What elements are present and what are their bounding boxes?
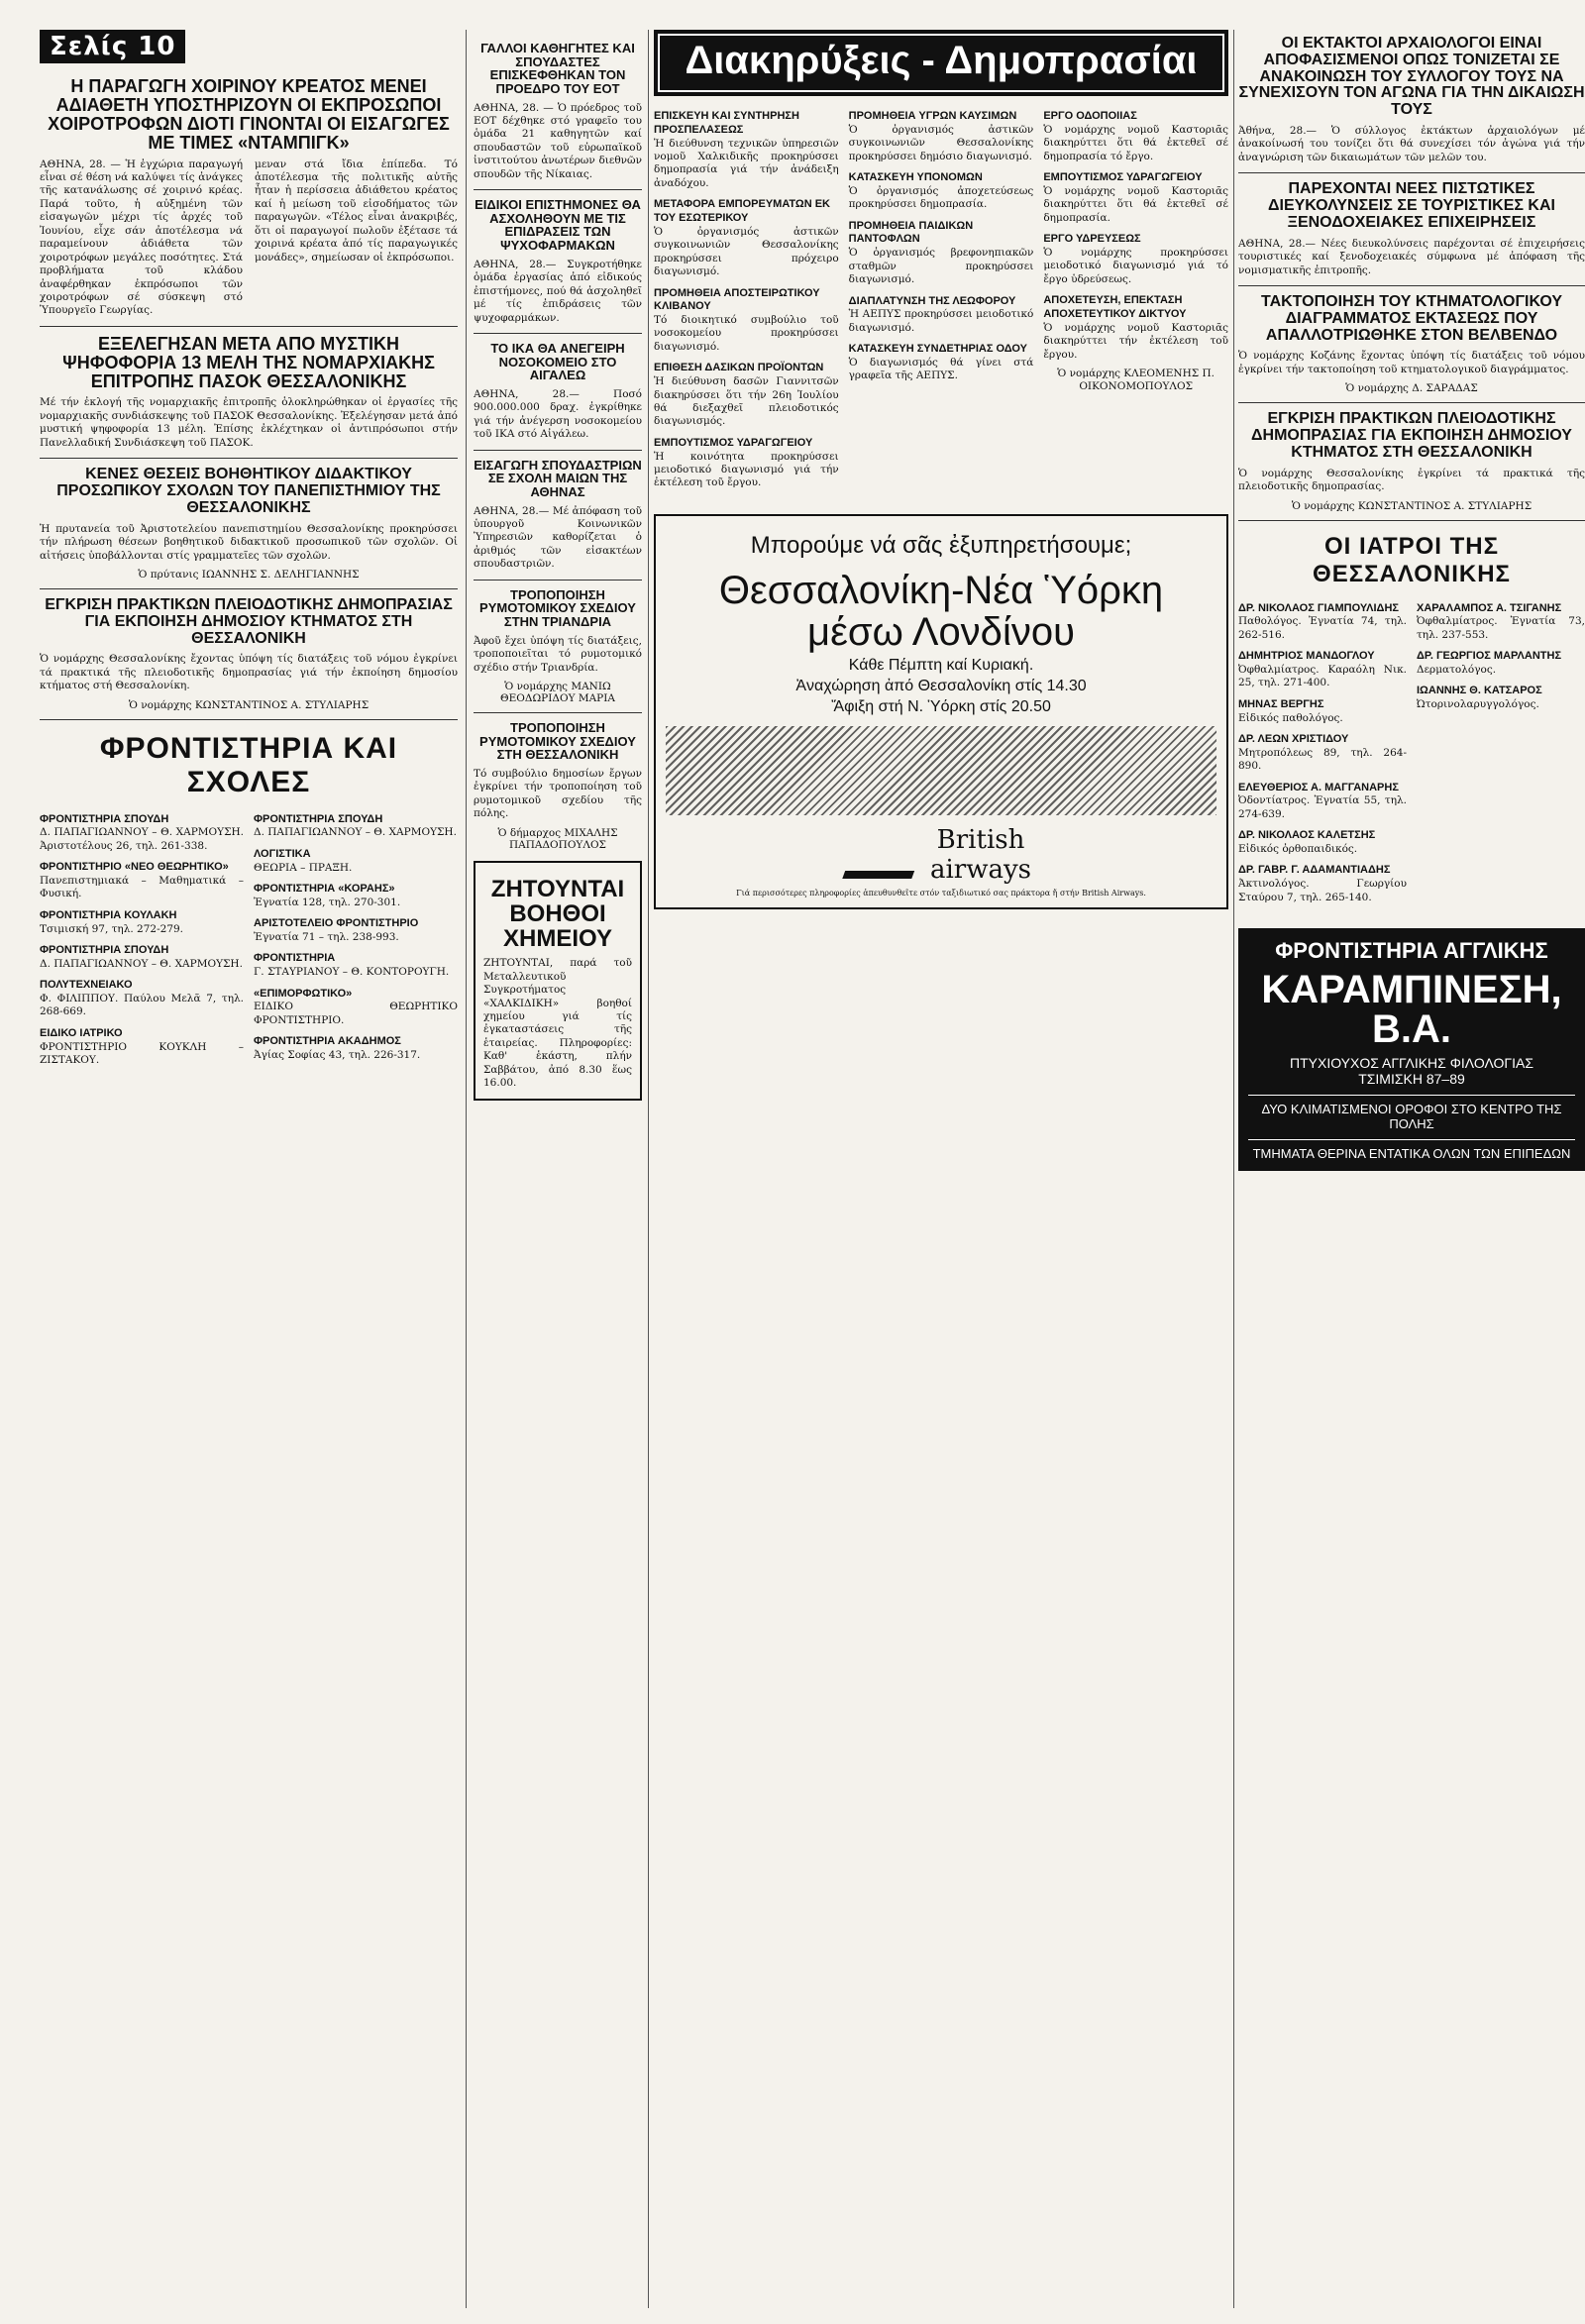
item-heading: ΠΟΛΥΤΕΧΝΕΙΑΚΟ bbox=[40, 979, 133, 992]
schools-right-list bbox=[254, 807, 458, 1076]
signature: Ὁ νομάρχης Δ. ΣΑΡΑΔΑΣ bbox=[1345, 382, 1478, 395]
doctor-listing bbox=[1238, 864, 1407, 904]
headline: ΤΟ ΙΚΑ ΘΑ ΑΝΕΓΕΙΡΗ ΝΟΣΟΚΟΜΕΙΟ ΣΤΟ ΑΙΓΑΛΕΩ bbox=[490, 340, 625, 383]
signature: Ὁ πρύτανις ΙΩΑΝΝΗΣ Σ. ΔΕΛΗΓΙΑΝΝΗΣ bbox=[138, 568, 360, 581]
school-listing bbox=[40, 979, 244, 1019]
item-text: Ὁ ὀργανισμός βρεφονηπιακῶν σταθμῶν προκηρύσσει διαγωνισμό. bbox=[848, 247, 1034, 286]
item-heading: ΕΠΙΣΚΕΥΗ ΚΑΙ ΣΥΝΤΗΡΗΣΗ ΠΡΟΣΠΕΛΑΣΕΩΣ bbox=[654, 110, 799, 136]
school-listing bbox=[254, 988, 458, 1028]
item-heading: ΔΗΜΗΤΡΙΟΣ ΜΑΝΔΟΓΛΟΥ bbox=[1238, 650, 1375, 663]
article-text: Τό συμβούλιο δημοσίων ἔργων ἐγκρίνει τήν τροποποίηση τοῦ ρυμοτομικοῦ σχεδίου τῆς πόλης. bbox=[474, 767, 642, 820]
school-listing bbox=[40, 813, 244, 854]
item-heading: ΔΡ. ΓΕΩΡΓΙΟΣ ΜΑΡΛΑΝΤΗΣ bbox=[1417, 650, 1562, 663]
article-auction-approval bbox=[40, 597, 458, 711]
item-heading: ΜΗΝΑΣ ΒΕΡΓΗΣ bbox=[1238, 697, 1324, 710]
signature: Ὁ νομάρχης ΚΩΝΣΤΑΝΤΙΝΟΣ Α. ΣΤΥΛΙΑΡΗΣ bbox=[128, 698, 370, 711]
item-text: Δερματολόγος. bbox=[1417, 663, 1497, 676]
tender-notice bbox=[849, 110, 1034, 163]
item-heading: ΦΡΟΝΤΙΣΤΗΡΙΑ ΣΠΟΥΔΗ bbox=[40, 812, 169, 825]
item-text: Ὁ ὀργανισμός ἀποχετεύσεως προκηρύσσει δημοπρασία. bbox=[848, 184, 1034, 211]
doctor-listing bbox=[1238, 650, 1407, 690]
item-heading: ΕΛΕΥΘΕΡΙΟΣ Α. ΜΑΓΓΑΝΑΡΗΣ bbox=[1238, 781, 1399, 793]
item-heading: ΛΟΓΙΣΤΙΚΑ bbox=[254, 847, 311, 860]
article-text: ΑΘΗΝΑ, 28. — Ἡ ἐγχώρια παραγωγή εἶναι σέ θέση νά καλύψει τίς ἀνάγκες τῆς κατανάλωσης σέ χοιρινό κρέας. Παρά τοῦτο, ἡ αὐξημένη τῶν εἰσαγωγῶν μέχρι τίς ἀρχές τοῦ Ἰουνίου, εἶχε σάν ἀποτέλεσμα νά παραμείνουν ἀδιάθετα τῶν χοιροτρόφων μεγάλες ποσότητες. Στά προβλήματα τοῦ κλάδου ἀναφέρθηκαν ἐκπρόσωποι τῶν χοιροτρόφων σέ σύσκεψη στό Ὑπουργεῖο Γεωργίας. bbox=[40, 158, 243, 317]
tender-notice bbox=[654, 198, 839, 278]
signature: Ὁ νομάρχης ΚΛΕΟΜΕΝΗΣ Π. ΟΙΚΟΝΟΜΟΠΟΥΛΟΣ bbox=[1057, 368, 1215, 393]
item-text: Ὁ διαγωνισμός θά γίνει στά γραφεῖα τῆς ΑΕΠΥΣ. bbox=[848, 356, 1034, 382]
item-heading: «ΕΠΙΜΟΡΦΩΤΙΚΟ» bbox=[254, 987, 353, 1000]
school-listing bbox=[40, 861, 244, 901]
item-heading: ΑΡΙΣΤΟΤΕΛΕΙΟ ΦΡΟΝΤΙΣΤΗΡΙΟ bbox=[254, 917, 419, 930]
item-text: Ἡ κοινότητα προκηρύσσει μειοδοτικό διαγωνισμό γιά τήν ἐκτέλεση τοῦ ἔργου. bbox=[654, 450, 839, 489]
signature: Ὁ νομάρχης ΚΩΝΣΤΑΝΤΙΝΟΣ Α. ΣΤΥΛΙΑΡΗΣ bbox=[1291, 499, 1532, 512]
doctors-directory bbox=[1238, 533, 1585, 913]
ad-text: ΖΗΤΟΥΝΤΑΙ, παρά τοῦ Μεταλλευτικοῦ Συγκροτήματος «ΧΑΛΚΙΔΙΚΗ» βοηθοί χημείου γιά τίς ἐγκαταστάσεις τῆς ἑταιρείας. Πληροφορίες: Καθ' ἑκάστη, πλήν Σαββάτου, ἀπό 8.30 ἕως 16.00. bbox=[483, 957, 632, 1090]
tender-notice bbox=[654, 362, 839, 429]
ad-line: Κάθε Πέμπτη καί Κυριακή. bbox=[848, 656, 1034, 674]
schools-directory bbox=[40, 732, 458, 1076]
doctor-listing bbox=[1238, 602, 1407, 643]
item-text: Ὀφθαλμίατρος. Καραόλη Νικ. 25, τηλ. 271-400. bbox=[1238, 663, 1407, 689]
item-heading: ΧΑΡΑΛΑΜΠΟΣ Α. ΤΣΙΓΑΝΗΣ bbox=[1417, 601, 1562, 614]
signature: Ὁ νομάρχης ΜΑΝΙΩ ΘΕΟΔΩΡΙΔΟΥ ΜΑΡΙΑ bbox=[500, 680, 615, 704]
item-heading: ΦΡΟΝΤΙΣΤΗΡΙΑ ΣΠΟΥΔΗ bbox=[40, 944, 169, 957]
item-text: Μητροπόλεως 89, τηλ. 264-890. bbox=[1238, 746, 1407, 773]
ad-line: ΤΜΗΜΑΤΑ ΘΕΡΙΝΑ ΕΝΤΑΤΙΚΑ ΟΛΩΝ ΤΩΝ ΕΠΙΠΕΔΩΝ bbox=[1248, 1139, 1575, 1161]
article-text: ΑΘΗΝΑ, 28.— Ποσό 900.000.000 δραχ. ἐγκρίθηκε γιά τήν ἀνέγερση νοσοκομείου τοῦ ΙΚΑ στό Αἰγάλεω. bbox=[474, 387, 642, 441]
item-text: Πανεπιστημιακά – Μαθηματικά – Φυσική. bbox=[40, 875, 244, 900]
item-heading: ΦΡΟΝΤΙΣΤΗΡΙΑ ΑΚΑΔΗΜΟΣ bbox=[254, 1035, 401, 1048]
divider bbox=[474, 580, 642, 581]
column-1 bbox=[40, 0, 458, 1076]
divider bbox=[40, 719, 458, 720]
english-school-advertisement bbox=[1238, 928, 1585, 1171]
item-heading: ΚΑΤΑΣΚΕΥΗ ΥΠΟΝΟΜΩΝ bbox=[848, 171, 983, 184]
section-title: ΦΡΟΝΤΙΣΤΗΡΙΑ ΚΑΙ ΣΧΟΛΕΣ bbox=[99, 731, 398, 798]
tender-notice bbox=[1043, 294, 1228, 393]
headline: ΓΑΛΛΟΙ ΚΑΘΗΓΗΤΕΣ ΚΑΙ ΣΠΟΥΔΑΣΤΕΣ ΕΠΙΣΚΕΦΘΗΚΑΝ ΤΟΝ ΠΡΟΕΔΡΟ ΤΟΥ ΕΟΤ bbox=[480, 41, 635, 96]
tender-notice bbox=[654, 110, 839, 190]
signature: Ὁ δήμαρχος ΜΙΧΑΛΗΣ ΠΑΠΑΔΟΠΟΥΛΟΣ bbox=[497, 826, 618, 851]
article-velvendo-expropriation bbox=[1238, 294, 1585, 394]
item-heading: ΔΡ. ΝΙΚΟΛΑΟΣ ΚΑΛΕΤΣΗΣ bbox=[1238, 829, 1376, 842]
item-text: Ἀκτινολόγος. Γεωργίου Σταύρου 7, τηλ. 265-140. bbox=[1238, 878, 1407, 903]
doctors-left-list bbox=[1238, 596, 1407, 913]
ad-line: Ἄφιξη στή Ν. Ὑόρκη στίς 20.50 bbox=[831, 697, 1051, 715]
item-text: Δ. ΠΑΠΑΓΙΩΑΝΝΟΥ – Θ. ΧΑΡΜΟΥΣΗ. Ἀριστοτέλους 26, τηλ. 261-338. bbox=[40, 826, 244, 852]
divider bbox=[40, 588, 458, 589]
tender-notice bbox=[849, 220, 1034, 287]
item-heading: ΚΑΤΑΣΚΕΥΗ ΣΥΝΔΕΤΗΡΙΑΣ ΟΔΟΥ bbox=[848, 343, 1027, 356]
ad-headline: ΖΗΤΟΥΝΤΑΙ ΒΟΗΘΟΙ ΧΗΜΕΙΟΥ bbox=[490, 875, 625, 952]
item-heading: ΑΠΟΧΕΤΕΥΣΗ, ΕΠΕΚΤΑΣΗ ΑΠΟΧΕΤΕΥΤΙΚΟΥ ΔΙΚΤΥΟΥ bbox=[1043, 294, 1187, 320]
item-heading: ΠΡΟΜΗΘΕΙΑ ΥΓΡΩΝ ΚΑΥΣΙΜΩΝ bbox=[848, 110, 1017, 122]
article-text: Ὁ νομάρχης Θεσσαλονίκης ἔχοντας ὑπόψη τίς διατάξεις τοῦ νόμου ἐγκρίνει τά πρακτικά τῆς πλειοδοτικῆς δημοπρασίας γιά τήν ἐκποίηση δημοσίου κτήματος στή Θεσσαλονίκη. bbox=[40, 653, 458, 692]
item-heading: ΠΡΟΜΗΘΕΙΑ ΑΠΟΣΤΕΙΡΩΤΙΚΟΥ ΚΛΙΒΑΝΟΥ bbox=[654, 286, 820, 313]
ad-line: ΔΥΟ ΚΛΙΜΑΤΙΣΜΕΝΟΙ ΟΡΟΦΟΙ ΣΤΟ ΚΕΝΤΡΟ ΤΗΣ ΠΟΛΗΣ bbox=[1248, 1095, 1575, 1131]
school-listing bbox=[40, 944, 244, 971]
divider bbox=[40, 458, 458, 459]
item-text: Παθολόγος. Ἐγνατία 74, τηλ. 262-516. bbox=[1238, 615, 1407, 641]
airline-advertisement bbox=[654, 514, 1228, 909]
ad-illustration bbox=[666, 726, 1216, 815]
article-text: ΑΘΗΝΑ, 28. — Ὁ πρόεδρος τοῦ ΕΟΤ δέχθηκε στό γραφεῖο του ὁμάδα 21 καθηγητῶν καί σπουδαστῶν τοῦ εὐρωπαϊκοῦ ἰνστιτούτου ἀνωτέρων διεθνῶν σπουδῶν τῆς Νίκαιας. bbox=[474, 101, 642, 180]
column-rule bbox=[1233, 30, 1234, 2308]
article-pork-production bbox=[40, 77, 458, 318]
headline: ΕΓΚΡΙΣΗ ΠΡΑΚΤΙΚΩΝ ΠΛΕΙΟΔΟΤΙΚΗΣ ΔΗΜΟΠΡΑΣΙΑΣ ΓΙΑ ΕΚΠΟΙΗΣΗ ΔΗΜΟΣΙΟΥ ΚΤΗΜΑΤΟΣ ΣΤΗ ΘΕΣΣΑΛΟΝΙΚΗ bbox=[1251, 410, 1572, 461]
item-text: ΕΙΔΙΚΟ ΘΕΩΡΗΤΙΚΟ ΦΡΟΝΤΙΣΤΗΡΙΟ. bbox=[254, 1001, 458, 1026]
divider bbox=[474, 189, 642, 190]
item-text: Ἀγίας Σοφίας 43, τηλ. 226-317. bbox=[254, 1048, 421, 1061]
tender-notice bbox=[1043, 171, 1228, 225]
item-heading: ΦΡΟΝΤΙΣΤΗΡΙΟ «ΝΕΟ ΘΕΩΡΗΤΙΚΟ» bbox=[40, 861, 229, 874]
article-text: Ὁ νομάρχης Θεσσαλονίκης ἐγκρίνει τά πρακτικά τῆς πλειοδοτικῆς δημοπρασίας. bbox=[1238, 467, 1585, 493]
item-text: Τσιμισκή 97, τηλ. 272-279. bbox=[40, 922, 184, 935]
article-text: Ἡ πρυτανεία τοῦ Ἀριστοτελείου πανεπιστημίου Θεσσαλονίκης προκηρύσσει τήν πλήρωση θέσεων βοηθητικοῦ διδακτικοῦ προσωπικοῦ τῶν σχολῶν. Οἱ αἰτήσεις ὑποβάλλονται στίς γραμματεῖες τῶν σχολῶν. bbox=[40, 522, 458, 562]
item-text: Ὠτορινολαρυγγολόγος. bbox=[1417, 698, 1539, 711]
headline: ΤΡΟΠΟΠΟΙΗΣΗ ΡΥΜΟΤΟΜΙΚΟΥ ΣΧΕΔΙΟΥ ΣΤΗΝ ΤΡΙΑΝΔΡΙΑ bbox=[479, 586, 636, 629]
item-text: Εἰδικός παθολόγος. bbox=[1238, 711, 1343, 724]
school-listing bbox=[254, 848, 458, 875]
ad-line: ΦΡΟΝΤΙΣΤΗΡΙΑ ΑΓΓΛΙΚΗΣ bbox=[1275, 938, 1548, 964]
tenders-right-column bbox=[1043, 104, 1228, 498]
article-pasok-election bbox=[40, 335, 458, 450]
tender-notice bbox=[654, 287, 839, 355]
headline: ΕΙΔΙΚΟΙ ΕΠΙΣΤΗΜΟΝΕΣ ΘΑ ΑΣΧΟΛΗΘΟΥΝ ΜΕ ΤΙΣ ΕΠΙΔΡΑΣΕΙΣ ΤΩΝ ΨΥΧΟΦΑΡΜΑΚΩΝ bbox=[475, 197, 641, 254]
tender-notice bbox=[849, 343, 1034, 383]
item-text: Ἡ διεύθυνση δασῶν Γιαννιτσῶν διακηρύσσει ὅτι τήν 26η Ἰουλίου θά διεξαχθεῖ πλειοδοτικός διαγωνισμός. bbox=[654, 375, 839, 428]
column-4 bbox=[1238, 0, 1585, 1171]
tender-notice bbox=[849, 295, 1034, 336]
tender-notice bbox=[1043, 110, 1228, 163]
ad-line: Ἀναχώρηση ἀπό Θεσσαλονίκη στίς 14.30 bbox=[795, 677, 1087, 694]
ad-title: Θεσσαλονίκη-Νέα Ὑόρκη μέσω Λονδίνου bbox=[718, 568, 1164, 654]
headline: ΚΕΝΕΣ ΘΕΣΕΙΣ ΒΟΗΘΗΤΙΚΟΥ ΔΙΔΑΚΤΙΚΟΥ ΠΡΟΣΩΠΙΚΟΥ ΣΧΟΛΩΝ ΤΟΥ ΠΑΝΕΠΙΣΤΗΜΙΟΥ ΤΗΣ ΘΕΣΣΑΛΟΝΙΚΗΣ bbox=[56, 466, 441, 516]
item-text: Τό διοικητικό συμβούλιο τοῦ νοσοκομείου προκηρύσσει διαγωνισμό. bbox=[654, 314, 839, 353]
item-heading: ΕΜΠΟΥΤΙΣΜΟΣ ΥΔΡΑΓΩΓΕΙΟΥ bbox=[1043, 171, 1203, 184]
item-text: Δ. ΠΑΠΑΓΙΩΑΝΝΟΥ – Θ. ΧΑΡΜΟΥΣΗ. bbox=[40, 957, 243, 970]
item-heading: ΦΡΟΝΤΙΣΤΗΡΙΑ «ΚΟΡΑΗΣ» bbox=[254, 883, 395, 896]
article-university-positions bbox=[40, 467, 458, 581]
item-text: Ἡ ΑΕΠΥΣ προκηρύσσει μειοδοτικό διαγωνισμό. bbox=[848, 308, 1034, 334]
school-listing bbox=[40, 1027, 244, 1068]
ad-title: ΚΑΡΑΜΠΙΝΕΣΗ, Β.Α. bbox=[1261, 968, 1562, 1052]
tender-notice bbox=[849, 171, 1034, 212]
item-heading: ΙΩΑΝΝΗΣ Θ. ΚΑΤΣΑΡΟΣ bbox=[1417, 685, 1542, 697]
item-text: Ὁ νομάρχης νομοῦ Καστοριᾶς διακηρύττει ὅτι θά ἐκτεθεῖ σέ δημοπρασία τό ἔργο. bbox=[1043, 123, 1228, 162]
tender-notice bbox=[654, 437, 839, 490]
article-text: Ἀφοῦ ἔχει ὑπόψη τίς διατάξεις, τροποποιεῖται τό ρυμοτομικό σχέδιο στήν Τριανδρία. bbox=[474, 634, 642, 674]
item-heading: ΔΙΑΠΛΑΤΥΝΣΗ ΤΗΣ ΛΕΩΦΟΡΟΥ bbox=[848, 294, 1016, 307]
school-listing bbox=[254, 883, 458, 909]
doctor-listing bbox=[1417, 602, 1585, 643]
doctor-listing bbox=[1238, 829, 1407, 856]
item-text: Εἰδικός ὀρθοπαιδικός. bbox=[1238, 842, 1358, 855]
item-heading: ΔΡ. ΓΑΒΡ. Γ. ΑΔΑΜΑΝΤΙΑΔΗΣ bbox=[1238, 864, 1391, 877]
headline: ΕΞΕΛΕΓΗΣΑΝ ΜΕΤΑ ΑΠΟ ΜΥΣΤΙΚΗ ΨΗΦΟΦΟΡΙΑ 13 ΜΕΛΗ ΤΗΣ ΝΟΜΑΡΧΙΑΚΗΣ ΕΠΙΤΡΟΠΗΣ ΠΑΣΟΚ ΘΕΣΣΑΛΟΝΙΚΗΣ bbox=[62, 333, 435, 391]
article-auction-approval-2 bbox=[1238, 411, 1585, 511]
divider bbox=[1238, 520, 1585, 521]
article-text: ΑΘΗΝΑ, 28.— Νέες διευκολύνσεις παρέχονται σέ ἐπιχειρήσεις τουριστικές καί ξενοδοχειακές σύμφωνα μέ ἀπόφαση τῆς νομισματικῆς ἐπιτροπῆς. bbox=[1238, 237, 1585, 276]
article-thessaloniki-plan bbox=[474, 721, 642, 851]
item-text: Ὁ νομάρχης προκηρύσσει μειοδοτικό διαγωνισμό γιά τό ἔργο ὑδρεύσεως. bbox=[1043, 246, 1228, 285]
item-heading: ΦΡΟΝΤΙΣΤΗΡΙΑ ΚΟΥΛΑΚΗ bbox=[40, 908, 177, 921]
item-text: Ἡ διεύθυνση τεχνικῶν ὑπηρεσιῶν νομοῦ Χαλκιδικῆς προκηρύσσει δημοπρασία γιά τήν ἀνάδειξη ἀναδόχου. bbox=[654, 137, 839, 189]
item-heading: ΕΙΔΙΚΟ ΙΑΤΡΙΚΟ bbox=[40, 1026, 123, 1039]
brand-name: British airways bbox=[929, 824, 1032, 885]
divider bbox=[1238, 172, 1585, 173]
ad-question: Μπορούμε νά σᾶς ἐξυπηρετήσουμε; bbox=[750, 531, 1132, 559]
doctor-listing bbox=[1238, 698, 1407, 725]
section-banner: Διακηρύξεις - Δημοπρασίαι bbox=[654, 30, 1228, 96]
article-text: ΑΘΗΝΑ, 28.— Συγκροτήθηκε ὁμάδα ἐργασίας ἀπό εἰδικούς ἐπιστήμονες, πού θά ἀσχοληθεῖ μέ τίς ἐπιδράσεις τῶν ψυχοφαρμάκων. bbox=[474, 258, 642, 324]
item-heading: ΕΠΙΘΕΣΗ ΔΑΣΙΚΩΝ ΠΡΟΪΟΝΤΩΝ bbox=[654, 362, 824, 374]
tender-notice bbox=[1043, 233, 1228, 286]
article-text: Ὁ νομάρχης Κοζάνης ἔχοντας ὑπόψη τίς διατάξεις τοῦ νόμου ἐγκρίνει τήν τακτοποίηση τοῦ κτηματολογικοῦ διαγράμματος. bbox=[1238, 350, 1585, 375]
doctor-listing bbox=[1417, 685, 1585, 711]
headline: Η ΠΑΡΑΓΩΓΗ ΧΟΙΡΙΝΟΥ ΚΡΕΑΤΟΣ ΜΕΝΕΙ ΑΔΙΑΘΕΤΗ ΥΠΟΣΤΗΡΙΖΟΥΝ ΟΙ ΕΚΠΡΟΣΩΠΟΙ ΧΟΙΡΟΤΡΟΦΩΝ ΔΙΟΤΙ ΓΙΝΟΝΤΑΙ ΟΙ ΕΙΣΑΓΩΓΕΣ ΜΕ ΤΙΜΕΣ «ΝΤΑΜΠΙΓΚ» bbox=[48, 76, 450, 153]
ad-fine-print: Γιά περισσότερες πληροφορίες ἀπευθυνθεῖτε στόν ταξιδιωτικό σας πράκτορα ἤ στήν British Airways. bbox=[736, 888, 1146, 898]
column-rule bbox=[466, 30, 467, 2308]
item-heading: ΕΡΓΟ ΟΔΟΠΟΙΙΑΣ bbox=[1043, 110, 1137, 122]
article-midwife-school bbox=[474, 459, 642, 572]
item-heading: ΔΡ. ΝΙΚΟΛΑΟΣ ΓΙΑΜΠΟΥΛΙΔΗΣ bbox=[1238, 601, 1399, 614]
ad-line: ΤΣΙΜΙΣΚΗ 87–89 bbox=[1358, 1071, 1465, 1088]
item-heading: ΦΡΟΝΤΙΣΤΗΡΙΑ ΣΠΟΥΔΗ bbox=[254, 812, 383, 825]
headline: ΤΡΟΠΟΠΟΙΗΣΗ ΡΥΜΟΤΟΜΙΚΟΥ ΣΧΕΔΙΟΥ ΣΤΗ ΘΕΣΣΑΛΟΝΙΚΗ bbox=[479, 719, 636, 763]
headline: ΤΑΚΤΟΠΟΙΗΣΗ ΤΟΥ ΚΤΗΜΑΤΟΛΟΓΙΚΟΥ ΔΙΑΓΡΑΜΜΑΤΟΣ ΕΚΤΑΣΕΩΣ ΠΟΥ ΑΠΑΛΛΟΤΡΙΩΘΗΚΕ ΣΤΟΝ ΒΕΛΒΕΝΔΟ bbox=[1260, 293, 1562, 344]
doctor-listing bbox=[1238, 733, 1407, 774]
school-listing bbox=[254, 952, 458, 979]
article-french-professors bbox=[474, 42, 642, 181]
tenders-left-column bbox=[654, 104, 839, 498]
item-text: Ὁ ὀργανισμός ἀστικῶν συγκοινωνιῶν Θεσσαλονίκης προκηρύσσει δημόσιο διαγωνισμό. bbox=[848, 123, 1034, 162]
divider bbox=[40, 326, 458, 327]
column-2 bbox=[474, 0, 642, 1101]
item-text: Γ. ΣΤΑΥΡΙΑΝΟΥ – Θ. ΚΟΝΤΟΡΟΥΓΗ. bbox=[254, 966, 450, 979]
school-listing bbox=[254, 1035, 458, 1062]
headline: ΕΙΣΑΓΩΓΗ ΣΠΟΥΔΑΣΤΡΙΩΝ ΣΕ ΣΧΟΛΗ ΜΑΙΩΝ ΤΗΣ ΑΘΗΝΑΣ bbox=[474, 457, 642, 499]
item-text: Δ. ΠΑΠΑΓΙΩΑΝΝΟΥ – Θ. ΧΑΡΜΟΥΣΗ. bbox=[254, 826, 457, 839]
item-text: ΘΕΩΡΙΑ – ΠΡΑΞΗ. bbox=[254, 861, 353, 874]
article-psychopharmaceuticals bbox=[474, 198, 642, 325]
item-text: Ἐγνατία 71 – τηλ. 238-993. bbox=[254, 930, 399, 943]
schools-left-list bbox=[40, 807, 244, 1076]
doctor-listing bbox=[1417, 650, 1585, 677]
item-heading: ΕΡΓΟ ΥΔΡΕΥΣΕΩΣ bbox=[1043, 233, 1141, 246]
article-ika-hospital bbox=[474, 342, 642, 442]
article-text: Ἀθήνα, 28.— Ὁ σύλλογος ἐκτάκτων ἀρχαιολόγων μέ ἀνακοίνωσή του τονίζει ὅτι θά συνεχίσει τόν ἀγώνα γιά τήν ἀναγνώριση τῶν δικαιωμάτων τῶν μελῶν του. bbox=[1238, 124, 1585, 163]
article-text: Μέ τήν ἐκλογή τῆς νομαρχιακῆς ἐπιτροπῆς ὁλοκληρώθηκαν οἱ ἐργασίες τῆς νομαρχιακῆς συνδιάσκεψης τοῦ ΠΑΣΟΚ Θεσσαλονίκης. Ἐξελέγησαν μετά ἀπό μυστική ψηφοφορία 13 μέλη. Ἐπίσης ἐκλέχτηκαν οἱ ἀντιπρόσωποι στήν Πανελλαδική Συνδιάσκεψη τοῦ ΠΑΣΟΚ. bbox=[40, 396, 458, 449]
column-3 bbox=[654, 0, 1228, 909]
school-listing bbox=[40, 909, 244, 936]
headline: ΕΓΚΡΙΣΗ ΠΡΑΚΤΙΚΩΝ ΠΛΕΙΟΔΟΤΙΚΗΣ ΔΗΜΟΠΡΑΣΙΑΣ ΓΙΑ ΕΚΠΟΙΗΣΗ ΔΗΜΟΣΙΟΥ ΚΤΗΜΑΤΟΣ ΣΤΗ ΘΕΣΣΑΛΟΝΙΚΗ bbox=[45, 595, 453, 647]
page-number-label: Σελίς 10 bbox=[40, 30, 185, 63]
headline: ΟΙ ΕΚΤΑΚΤΟΙ ΑΡΧΑΙΟΛΟΓΟΙ ΕΙΝΑΙ ΑΠΟΦΑΣΙΣΜΕΝΟΙ ΟΠΩΣ ΤΟΝΙΖΕΤΑΙ ΣΕ ΑΝΑΚΟΙΝΩΣΗ ΤΟΥ ΣΥΛΛΟΓΟΥ ΤΟΥΣ ΝΑ ΣΥΝΕΧΙΣΟΥΝ ΤΟΝ ΑΓΩΝΑ ΓΙΑ ΤΗΝ ΔΙΚΑΙΩΣΗ ΤΟΥΣ bbox=[1238, 35, 1585, 119]
ad-line: ΠΤΥΧΙΟΥΧΟΣ ΑΓΓΛΙΚΗΣ ΦΙΛΟΛΟΓΙΑΣ bbox=[1289, 1055, 1533, 1072]
item-text: Ἐγνατία 128, τηλ. 270-301. bbox=[254, 896, 401, 908]
school-listing bbox=[254, 917, 458, 944]
article-tourism-credit bbox=[1238, 181, 1585, 277]
item-heading: ΔΡ. ΛΕΩΝ ΧΡΙΣΤΙΔΟΥ bbox=[1238, 732, 1349, 745]
article-archaeologists bbox=[1238, 36, 1585, 164]
item-heading: ΦΡΟΝΤΙΣΤΗΡΙΑ bbox=[254, 952, 336, 965]
school-listing bbox=[254, 813, 458, 840]
section-title: ΟΙ ΙΑΤΡΟΙ ΤΗΣ ΘΕΣΣΑΛΟΝΙΚΗΣ bbox=[1313, 532, 1511, 587]
article-text: ΑΘΗΝΑ, 28.— Μέ ἀπόφαση τοῦ ὑπουργοῦ Κοινωνικῶν Ὑπηρεσιῶν καθορίζεται ὁ ἀριθμός τῶν εἰσακτέων σπουδαστριῶν. bbox=[474, 504, 642, 571]
speedmark-icon bbox=[842, 831, 928, 879]
item-text: Ὀφθαλμίατρος. Ἐγνατία 73, τηλ. 237-553. bbox=[1417, 615, 1585, 641]
headline: ΠΑΡΕΧΟΝΤΑΙ ΝΕΕΣ ΠΙΣΤΩΤΙΚΕΣ ΔΙΕΥΚΟΛΥΝΣΕΙΣ ΣΕ ΤΟΥΡΙΣΤΙΚΕΣ ΚΑΙ ΞΕΝΟΔΟΧΕΙΑΚΕΣ ΕΠΙΧΕΙΡΗΣΕΙΣ bbox=[1268, 180, 1555, 231]
item-text: Ὁ ὀργανισμός ἀστικῶν συγκοινωνιῶν Θεσσαλονίκης προκηρύσσει πρόχειρο διαγωνισμό. bbox=[654, 225, 839, 278]
column-rule bbox=[648, 30, 649, 2308]
article-triandria-plan bbox=[474, 588, 642, 704]
article-text: μεναν στά ἴδια ἐπίπεδα. Τό ἀποτέλεσμα τῆς πολιτικῆς αὐτῆς ἦταν ἡ περίσσεια ἀδιάθετου κρέατος καί ἡ μείωση τοῦ εἰσοδήματος τῶν παραγωγῶν. «Τέλος εἶναι ἀνακριβές, ὅτι οἱ παραγωγοί πωλοῦν ἐξέτασε τά χοιρινά κρέατα ἀπό τίς παραγωγικές μονάδες», σημείωσαν οἱ ἐκπρόσωποι. bbox=[255, 158, 458, 264]
doctors-right-list bbox=[1417, 596, 1585, 913]
item-heading: ΕΜΠΟΥΤΙΣΜΟΣ ΥΔΡΑΓΩΓΕΙΟΥ bbox=[654, 436, 813, 449]
doctor-listing bbox=[1238, 782, 1407, 822]
divider bbox=[474, 712, 642, 713]
item-text: Ὁ νομάρχης νομοῦ Καστοριᾶς διακηρύττει ὅτι θά ἐκτεθεῖ σέ δημοπρασία. bbox=[1043, 184, 1228, 224]
item-text: Ὀδοντίατρος. Ἐγνατία 55, τηλ. 274-639. bbox=[1238, 794, 1407, 820]
item-text: Ὁ νομάρχης νομοῦ Καστοριᾶς διακηρύττει τήν ἐκτέλεση τοῦ ἔργου. bbox=[1043, 321, 1228, 361]
job-ad-lab-assistants bbox=[474, 861, 642, 1101]
item-text: ΦΡΟΝΤΙΣΤΗΡΙΟ ΚΟΥΚΛΗ – ΖΙΣΤΑΚΟΥ. bbox=[40, 1040, 244, 1067]
item-heading: ΠΡΟΜΗΘΕΙΑ ΠΑΙΔΙΚΩΝ ΠΑΝΤΟΦΛΩΝ bbox=[848, 219, 974, 246]
divider bbox=[474, 450, 642, 451]
divider bbox=[1238, 285, 1585, 286]
tenders-mid-column bbox=[849, 104, 1034, 498]
divider bbox=[1238, 402, 1585, 403]
brand-logo bbox=[666, 825, 1216, 885]
item-heading: ΜΕΤΑΦΟΡΑ ΕΜΠΟΡΕΥΜΑΤΩΝ ΕΚ ΤΟΥ ΕΣΩΤΕΡΙΚΟΥ bbox=[654, 198, 830, 224]
item-text: Φ. ΦΙΛΙΠΠΟΥ. Παύλου Μελᾶ 7, τηλ. 268-669. bbox=[40, 993, 244, 1018]
divider bbox=[474, 333, 642, 334]
